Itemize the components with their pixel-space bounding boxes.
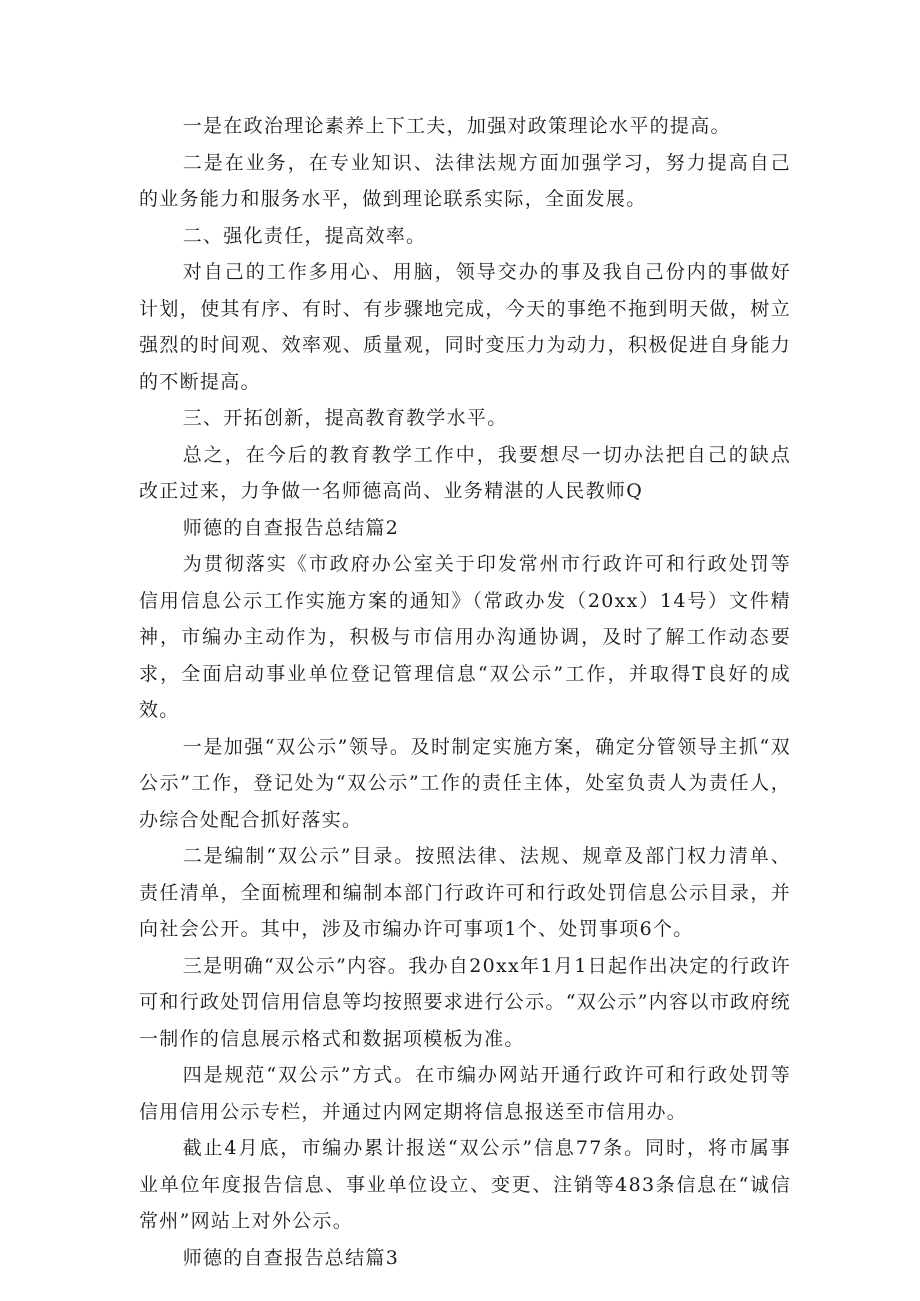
paragraph-leadership: 一是加强“双公示”领导。及时制定实施方案，确定分管领导主抓“双公示”工作，登记处为“双公示”工作的责任主体，处室负责人为责任人，办综合处配合抓好落实。	[139, 735, 791, 831]
paragraph-work-attitude: 对自己的工作多用心、用脑，领导交办的事及我自己份内的事做好计划，使其有序、有时、有步骤地完成，今天的事绝不拖到明天做，树立强烈的时间观、效率观、质量观，同时变压力为动力，积极促进自身能力的不断提高。	[139, 261, 791, 393]
paragraph-implementation: 为贯彻落实《市政府办公室关于印发常州市行政许可和行政处罚等信用信息公示工作实施方案的通知》（常政办发（20xx）14号）文件精神，市编办主动作为，积极与市信用办沟通协调，及时了解工作动态要求，全面启动事业单位登记管理信息“双公示”工作，并取得T良好的成效。	[139, 553, 791, 721]
article-title-part-3: 师德的自查报告总结篇3	[182, 1246, 400, 1269]
paragraph-statistics: 截止4月底，市编办累计报送“双公示”信息77条。同时，将市属事业单位年度报告信息、事业单位设立、变更、注销等483条信息在“诚信常州”网站上对外公示。	[139, 1137, 791, 1232]
paragraph-professional-study: 二是在业务，在专业知识、法律法规方面加强学习，努力提高自己的业务能力和服务水平，做到理论联系实际，全面发展。	[139, 151, 791, 210]
article-title-part-2: 师德的自查报告总结篇2	[182, 516, 400, 539]
section-heading-innovation: 三、开拓创新，提高教育教学水平。	[182, 407, 508, 429]
paragraph-method: 四是规范“双公示”方式。在市编办网站开通行政许可和行政处罚等信用信用公示专栏，并通过内网定期将信息报送至市信用办。	[139, 1064, 791, 1123]
paragraph-political-theory: 一是在政治理论素养上下工夫，加强对政策理论水平的提高。	[182, 115, 731, 137]
document-body	[139, 108, 791, 1276]
section-heading-responsibility: 二、强化责任，提高效率。	[182, 224, 427, 247]
paragraph-conclusion: 总之，在今后的教育教学工作中，我要想尽一切办法把自己的缺点改正过来，力争做一名师德高尚、业务精湛的人民教师Q	[139, 443, 791, 502]
paragraph-content: 三是明确“双公示”内容。我办自20xx年1月1日起作出决定的行政许可和行政处罚信用信息等均按照要求进行公示。“双公示”内容以市政府统一制作的信息展示格式和数据项模板为准。	[139, 954, 791, 1050]
paragraph-catalog: 二是编制“双公示”目录。按照法律、法规、规章及部门权力清单、责任清单，全面梳理和编制本部门行政许可和行政处罚信息公示目录，并向社会公开。其中，涉及市编办许可事项1个、处罚事项6个。	[139, 845, 791, 940]
